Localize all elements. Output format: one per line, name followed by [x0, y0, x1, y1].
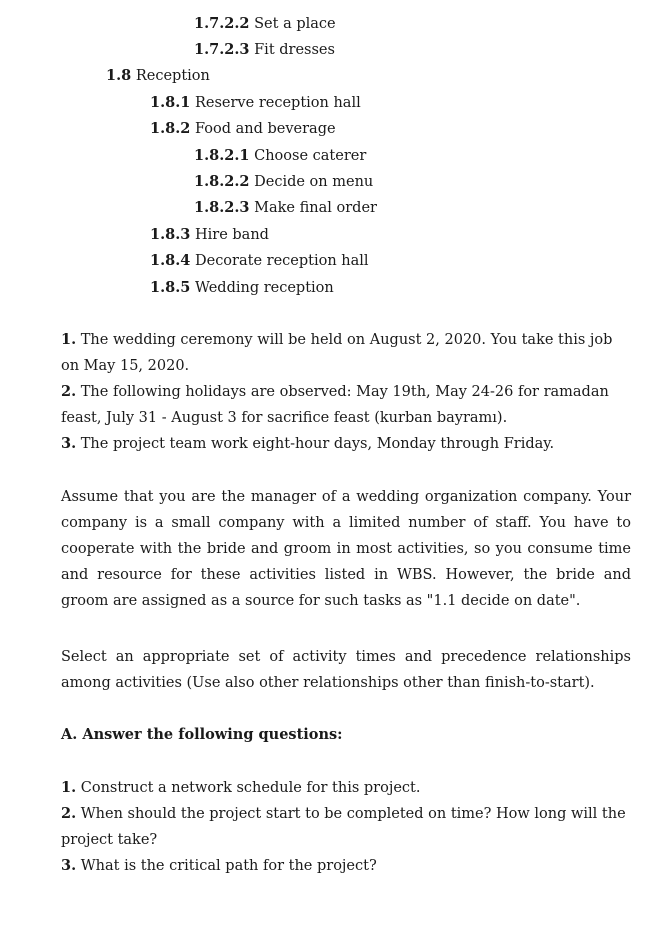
note-item — [61, 379, 631, 431]
wbs-item — [194, 41, 335, 59]
wbs-label: Wedding reception — [194, 280, 334, 296]
wbs-item — [150, 94, 361, 112]
note-item — [61, 431, 631, 457]
project-notes — [61, 327, 631, 457]
question-number: 1. — [61, 779, 77, 796]
question-number: 3. — [61, 857, 77, 874]
wbs-number: 1.8.2.2 — [194, 173, 250, 190]
wbs-number: 1.8.2 — [150, 120, 191, 137]
instruction-paragraph: Select an appropriate set of activity times and precedence relationships among activities (Use also other relationships other than finish-to-start). — [61, 649, 631, 691]
wbs-label: Hire band — [194, 227, 269, 243]
question-number: 2. — [61, 805, 77, 822]
wbs-label: Reserve reception hall — [194, 95, 361, 111]
note-number: 3. — [61, 435, 77, 452]
wbs-label: Set a place — [254, 16, 336, 32]
assumption-paragraph: Assume that you are the manager of a wedding organization company. Your company is a small company with a limited number of staff. You have to cooperate with the bride and groom in most activities, so you consume time and resource for these activities listed in WBS. However, the bride and groom are assigned as a source for such tasks as "1.1 decide on date". — [61, 489, 631, 609]
wbs-item — [150, 252, 369, 270]
wbs-item — [150, 120, 336, 138]
note-text: The project team work eight-hour days, Monday through Friday. — [80, 436, 555, 452]
wbs-number: 1.7.2.2 — [194, 15, 250, 32]
note-text: The wedding ceremony will be held on August 2, 2020. You take this job on May 15, 2020. — [61, 332, 613, 374]
questions-list — [61, 775, 631, 879]
wbs-label: Food and beverage — [194, 121, 336, 137]
wbs-item — [194, 147, 366, 165]
questions-heading: A. Answer the following questions: — [61, 726, 343, 743]
question-item — [61, 801, 631, 853]
wbs-item — [150, 226, 269, 244]
wbs-number: 1.8.2.1 — [194, 147, 250, 164]
wbs-item — [194, 15, 336, 33]
wbs-label: Choose caterer — [254, 148, 367, 164]
question-text: When should the project start to be completed on time? How long will the project take? — [61, 806, 626, 848]
wbs-number: 1.7.2.3 — [194, 41, 250, 58]
note-number: 2. — [61, 383, 77, 400]
note-number: 1. — [61, 331, 77, 348]
wbs-number: 1.8 — [106, 67, 132, 84]
wbs-label: Decide on menu — [254, 174, 374, 190]
wbs-number: 1.8.4 — [150, 252, 191, 269]
wbs-item — [194, 199, 377, 217]
wbs-label: Reception — [135, 68, 210, 84]
note-item — [61, 327, 631, 379]
note-text: The following holidays are observed: May 19th, May 24-26 for ramadan feast, July 31 - August 3 for sacrifice feast (kurban bayramı). — [61, 384, 609, 426]
question-text: What is the critical path for the project? — [80, 858, 377, 874]
wbs-item — [106, 67, 210, 85]
wbs-number: 1.8.2.3 — [194, 199, 250, 216]
wbs-item — [150, 279, 334, 297]
wbs-label: Fit dresses — [254, 42, 335, 58]
question-item — [61, 775, 631, 801]
wbs-label: Decorate reception hall — [194, 253, 369, 269]
wbs-label: Make final order — [254, 200, 377, 216]
wbs-number: 1.8.5 — [150, 279, 191, 296]
question-text: Construct a network schedule for this project. — [80, 780, 421, 796]
question-item — [61, 853, 631, 879]
wbs-item — [194, 173, 373, 191]
wbs-number: 1.8.1 — [150, 94, 191, 111]
wbs-number: 1.8.3 — [150, 226, 191, 243]
